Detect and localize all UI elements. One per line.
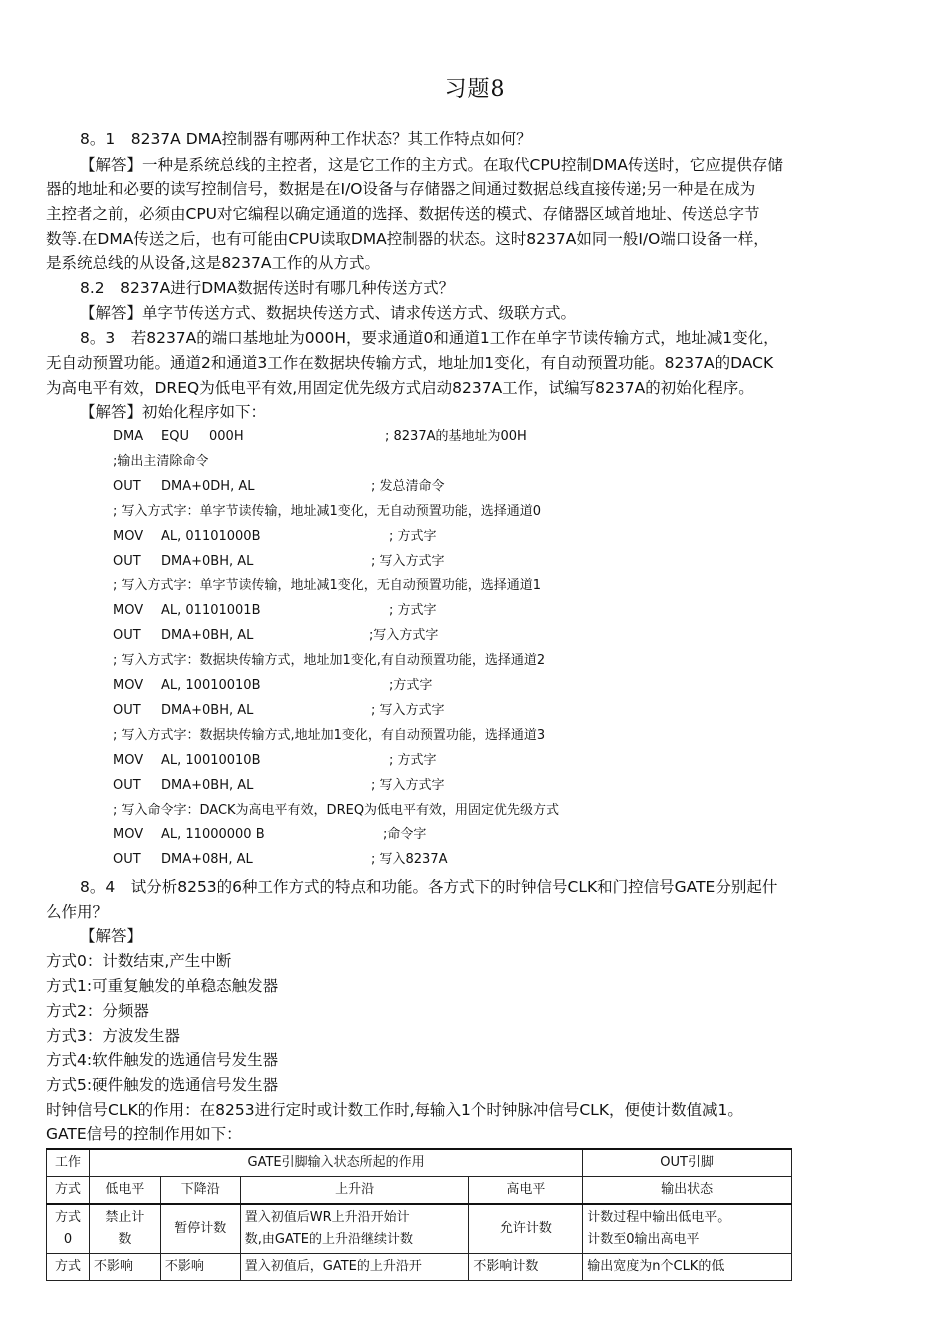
header-fall: 下降沿 (160, 1177, 240, 1205)
mode-item: 方式0：计数结束,产生中断 (46, 952, 232, 970)
code-comment: ; 方式字 (389, 603, 437, 619)
code-comment: ; 写入方式字：数据块传输方式，地址加1变化,有自动预置功能，选择通道2 (113, 653, 546, 669)
table-row (47, 1254, 792, 1281)
code-arg: DMA+0BH, AL (161, 777, 254, 793)
code-comment: ; 8237A的基地址为00H (385, 429, 527, 444)
header-high: 高电平 (469, 1177, 583, 1205)
table-header-row (47, 1149, 792, 1177)
code-arg: EQU (161, 429, 189, 444)
code-arg: 000H (209, 429, 244, 444)
code-line (113, 453, 713, 471)
code-comment: ;方式字 (389, 678, 433, 693)
answer-line: 数等.在DMA传送之后，也有可能由CPU读取DMA控制器的状态。这时8237A如同一般I/O端口设备一样， (46, 230, 769, 248)
code-comment: ;写入方式字 (369, 628, 439, 644)
code-comment: ; 方式字 (389, 528, 437, 544)
code-arg: DMA+0DH, AL (161, 478, 255, 494)
code-op: MOV (113, 603, 144, 619)
code-op: DMA (113, 429, 144, 444)
code-line (113, 503, 713, 521)
code-op: OUT (113, 777, 141, 793)
answer-line: 【解答】一种是系统总线的主控者，这是它工作的主方式。在取代CPU控制DMA传送时，它应提供存储 (80, 156, 783, 174)
code-comment: ; 写入方式字 (371, 553, 445, 569)
code-comment: ; 写入命令字：DACK为高电平有效，DREQ为低电平有效，用固定优先级方式 (113, 802, 560, 818)
code-line (113, 727, 713, 745)
cell-out: 输出宽度为n个CLK的低 (583, 1254, 792, 1281)
code-op: MOV (113, 678, 144, 693)
code-line (113, 802, 713, 820)
code-line (113, 577, 713, 595)
code-op: MOV (113, 752, 144, 768)
gate-description: GATE信号的控制作用如下： (46, 1125, 242, 1143)
code-arg: AL, 01101000B (161, 528, 261, 544)
gate-function-table (46, 1148, 792, 1281)
code-arg: DMA+0BH, AL (161, 628, 254, 644)
code-comment: ; 写入方式字 (371, 702, 445, 718)
question-8-3: 8。3 若8237A的端口基地址为000H，要求通道0和通道1工作在单字节读传输方式，地址减1变化， (80, 329, 779, 347)
cell-low: 不影响 (89, 1254, 160, 1281)
question-8-4: 8。4 试分析8253的6种工作方式的特点和功能。各方式下的时钟信号CLK和门控信号GATE分别起什 (80, 878, 778, 896)
code-arg: AL, 01101001B (161, 603, 261, 619)
code-arg: AL, 11000000 B (161, 827, 265, 843)
code-op: OUT (113, 478, 141, 494)
question-line: 为高电平有效，DREQ为低电平有效,用固定优先级方式启动8237A工作，试编写8237A的初始化程序。 (46, 379, 754, 397)
code-comment: ; 写入方式字 (371, 777, 445, 793)
code-arg: AL, 10010010B (161, 752, 261, 768)
code-comment: ;命令字 (383, 827, 427, 843)
cell-high: 允许计数 (469, 1204, 583, 1254)
question-8-2: 8.2 8237A进行DMA数据传送时有哪几种传送方式？ (80, 279, 455, 297)
mode-item: 方式2：分频器 (46, 1002, 149, 1020)
header-gate: GATE引脚输入状态所起的作用 (89, 1149, 582, 1177)
answer-label: 【解答】 (80, 927, 143, 945)
code-comment: ; 写入方式字：单字节读传输，地址减1变化，无自动预置功能，选择通道0 (113, 503, 542, 519)
header-rise: 上升沿 (240, 1177, 469, 1205)
header-low: 低电平 (89, 1177, 160, 1205)
code-comment: ;输出主清除命令 (113, 453, 209, 469)
cell-rise: 置入初值后WR上升沿开始计 数,由GATE的上升沿继续计数 (240, 1204, 469, 1254)
code-arg: AL, 10010010B (161, 678, 261, 693)
code-op: OUT (113, 852, 141, 868)
mode-item: 方式1:可重复触发的单稳态触发器 (46, 977, 279, 995)
clk-description: 时钟信号CLK的作用：在8253进行定时或计数工作时,每输入1个时钟脉冲信号CLK，便使计数值减1。 (46, 1101, 743, 1119)
header-mode-2: 方式 (47, 1177, 90, 1205)
code-op: MOV (113, 827, 144, 843)
header-mode: 工作 (47, 1149, 90, 1177)
code-op: OUT (113, 702, 141, 718)
code-op: OUT (113, 628, 141, 644)
mode-item: 方式3：方波发生器 (46, 1027, 180, 1045)
answer-line: 主控者之前，必须由CPU对它编程以确定通道的选择、数据传送的模式、存储器区域首地址、传送总字节 (46, 205, 760, 223)
cell-out: 计数过程中输出低电平。 计数至0输出高电平 (583, 1204, 792, 1254)
header-out: OUT引脚 (583, 1149, 792, 1177)
answer-line: 器的地址和必要的读写控制信号，数据是在I/O设备与存储器之间通过数据总线直接传递;另一种是在成为 (46, 180, 756, 198)
cell-rise: 置入初值后，GATE的上升沿开 (240, 1254, 469, 1281)
code-comment: ; 写入方式字：单字节读传输，地址减1变化，无自动预置功能，选择通道1 (113, 578, 542, 594)
table-subheader-row (47, 1177, 792, 1205)
code-line (113, 652, 713, 670)
header-out-2: 输出状态 (583, 1177, 792, 1205)
cell-fall: 暂停计数 (160, 1204, 240, 1254)
cell-high: 不影响计数 (469, 1254, 583, 1281)
code-comment: ; 方式字 (389, 752, 437, 768)
table-row (47, 1204, 792, 1254)
code-op: OUT (113, 553, 141, 569)
cell-mode: 方式 0 (47, 1204, 90, 1254)
code-comment: ; 写入方式字：数据块传输方式,地址加1变化，有自动预置功能，选择通道3 (113, 727, 546, 743)
question-line: 么作用？ (46, 903, 109, 921)
cell-low: 禁止计 数 (89, 1204, 160, 1254)
code-op: MOV (113, 528, 144, 544)
answer-line: 【解答】单字节传送方式、数据块传送方式、请求传送方式、级联方式。 (80, 304, 577, 322)
code-comment: ; 发总清命令 (371, 478, 445, 494)
cell-fall: 不影响 (160, 1254, 240, 1281)
code-arg: DMA+0BH, AL (161, 553, 254, 569)
mode-item: 方式5:硬件触发的选通信号发生器 (46, 1076, 279, 1094)
answer-intro: 【解答】初始化程序如下： (80, 403, 267, 421)
code-arg: DMA+08H, AL (161, 852, 253, 868)
cell-mode: 方式 (47, 1254, 90, 1281)
page-title: 习题8 (444, 77, 506, 102)
code-comment: ; 写入8237A (371, 852, 448, 868)
answer-line: 是系统总线的从设备,这是8237A工作的从方式。 (46, 254, 380, 272)
mode-item: 方式4:软件触发的选通信号发生器 (46, 1051, 279, 1069)
question-line: 无自动预置功能。通道2和通道3工作在数据块传输方式，地址加1变化，有自动预置功能。8237A的DACK (46, 354, 774, 372)
code-arg: DMA+0BH, AL (161, 702, 254, 718)
question-8-1: 8。1 8237A DMA控制器有哪两种工作状态？其工作特点如何？ (80, 130, 532, 148)
